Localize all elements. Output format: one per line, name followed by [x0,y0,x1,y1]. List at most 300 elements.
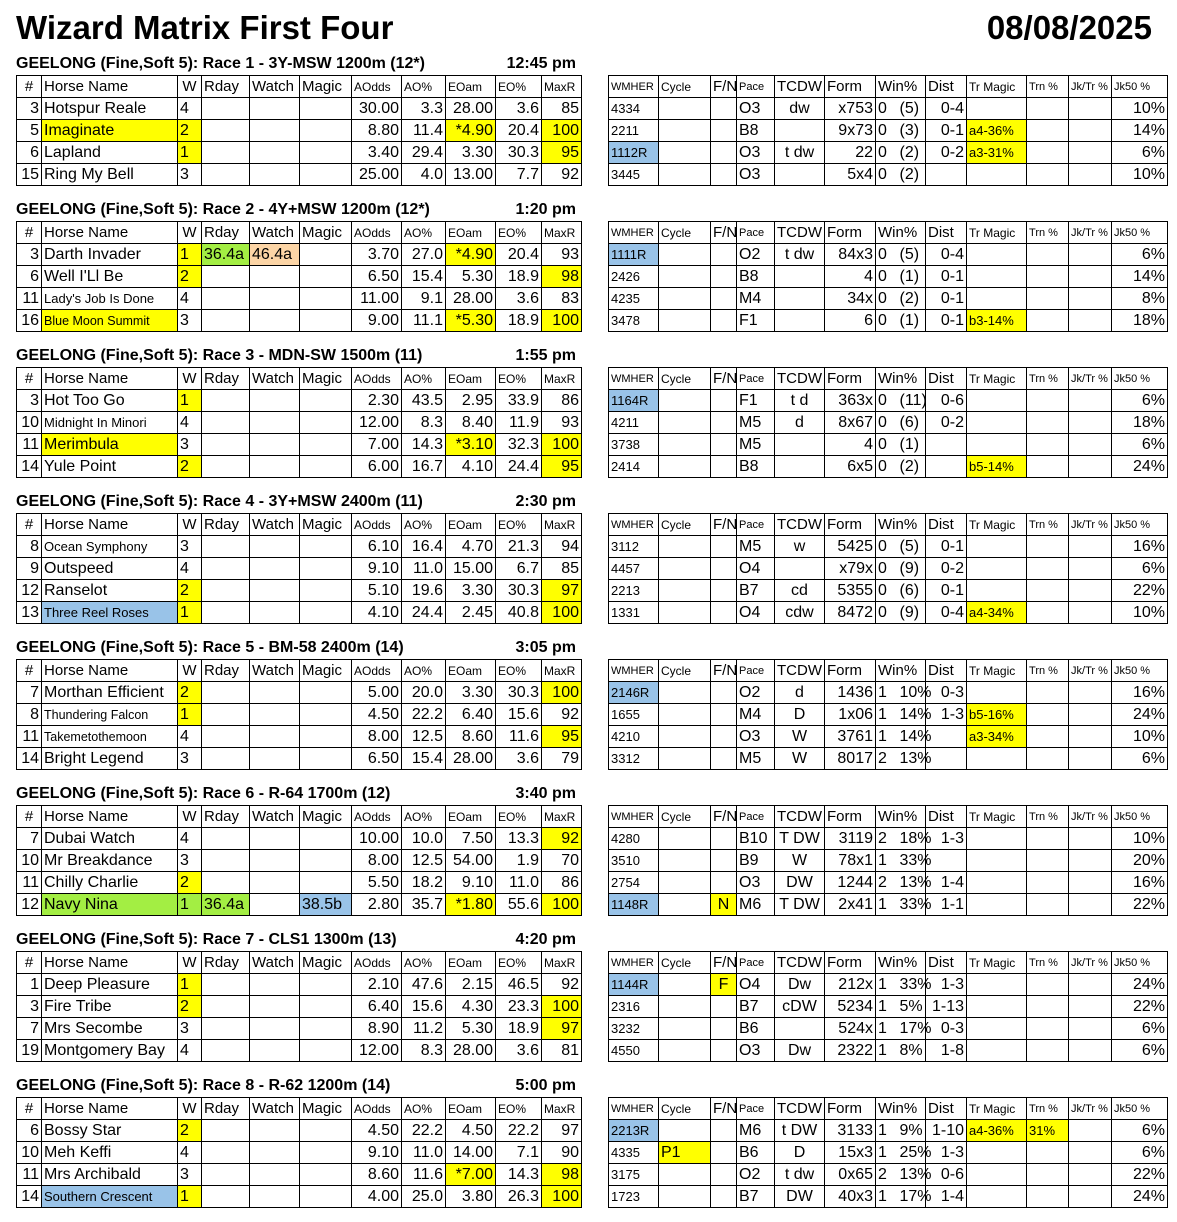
runner-watch [250,704,300,726]
runner-row [17,996,582,1018]
stat-win: 0 [876,244,897,266]
stat-winp: (6) [897,580,926,602]
stat-winp: (2) [897,142,926,164]
runner-row [17,872,582,894]
stats-row [609,558,1168,580]
runner-no: 6 [17,142,42,164]
stat-form: 22 [825,142,876,164]
runner-ao: 16.7 [402,456,446,478]
stat-trmagic: a3-31% [967,142,1027,164]
col-header: Watch [250,76,300,98]
stat-trmagic [967,580,1027,602]
stat-trn [1027,1142,1069,1164]
stat-tcdw: Dw [775,1040,825,1062]
runner-eoam: 5.30 [446,266,496,288]
stats-row [609,748,1168,770]
runner-no: 13 [17,602,42,624]
col-header: Rday [202,76,250,98]
stat-pace: M6 [737,1120,775,1142]
stat-fn [711,1120,737,1142]
header-row [17,76,582,98]
stat-form: 1244 [825,872,876,894]
stat-pace: O3 [737,98,775,120]
col-header: EO% [496,1098,542,1120]
runner-row [17,726,582,748]
stat-fn [711,704,737,726]
stat-wmher: 1112R [609,142,659,164]
stat-winp: 10% [897,682,926,704]
stat-winp: (9) [897,558,926,580]
col-header: Magic [300,952,352,974]
runner-aodds: 11.00 [352,288,402,310]
col-header: # [17,952,42,974]
runner-row [17,1018,582,1040]
race-section [16,491,1167,637]
runner-magic [300,974,352,996]
runner-eo: 11.0 [496,872,542,894]
runner-ao: 3.3 [402,98,446,120]
stat-wmher: 3112 [609,536,659,558]
stat-wmher: 4550 [609,1040,659,1062]
stat-win: 1 [876,726,897,748]
runner-no: 11 [17,872,42,894]
stats-table [608,513,1168,624]
stat-cycle [659,726,711,748]
horse-name: Ranselot [42,580,178,602]
stat-dist [926,434,967,456]
runner-no: 11 [17,434,42,456]
stat-jk50: 6% [1112,748,1168,770]
stats-row [609,456,1168,478]
runner-ao: 11.2 [402,1018,446,1040]
stat-winp: (6) [897,412,926,434]
col-header: Win% [876,660,926,682]
runner-eoam: 7.50 [446,828,496,850]
runner-watch [250,142,300,164]
runner-watch [250,748,300,770]
stat-jk50: 10% [1112,602,1168,624]
runner-no: 6 [17,266,42,288]
stat-cycle [659,580,711,602]
col-header: Pace [737,76,775,98]
col-header: WMHER [609,76,659,98]
runner-row [17,1164,582,1186]
runner-w: 2 [178,872,202,894]
stat-dist: 0-2 [926,558,967,580]
col-header: Pace [737,952,775,974]
runner-eo: 13.3 [496,828,542,850]
horse-name: Hot Too Go [42,390,178,412]
stat-pace: O2 [737,682,775,704]
stat-pace: B7 [737,580,775,602]
col-header: Pace [737,660,775,682]
stat-dist: 1-10 [926,1120,967,1142]
runner-aodds: 8.90 [352,1018,402,1040]
runner-rday [202,142,250,164]
runner-eoam: 28.00 [446,98,496,120]
stat-wmher: 3312 [609,748,659,770]
runner-ao: 20.0 [402,682,446,704]
col-header: Watch [250,806,300,828]
stat-fn [711,580,737,602]
runner-ao: 27.0 [402,244,446,266]
runner-w: 4 [178,98,202,120]
runners-table [16,75,582,186]
runner-w: 2 [178,120,202,142]
runner-eo: 1.9 [496,850,542,872]
runner-row [17,412,582,434]
runner-eoam: 4.70 [446,536,496,558]
stat-winp: (2) [897,164,926,186]
stat-fn [711,850,737,872]
stat-cycle: P1 [659,1142,711,1164]
runner-maxr: 93 [542,244,582,266]
runner-no: 12 [17,580,42,602]
stat-wmher: 3232 [609,1018,659,1040]
runner-aodds: 3.40 [352,142,402,164]
col-header: WMHER [609,952,659,974]
stat-winp: (5) [897,244,926,266]
runner-watch [250,558,300,580]
stat-cycle [659,996,711,1018]
runner-ao: 11.4 [402,120,446,142]
col-header: Cycle [659,952,711,974]
stat-pace: M5 [737,412,775,434]
stat-jk50: 18% [1112,412,1168,434]
stat-cycle [659,288,711,310]
col-header: Tr Magic [967,76,1027,98]
runner-eoam: 4.50 [446,1120,496,1142]
col-header: Dist [926,368,967,390]
stat-tcdw [775,310,825,332]
runner-w: 2 [178,266,202,288]
runner-ao: 12.5 [402,726,446,748]
stat-win: 1 [876,1186,897,1208]
col-header: W [178,1098,202,1120]
col-header: EO% [496,76,542,98]
runner-row [17,244,582,266]
runner-ao: 22.2 [402,1120,446,1142]
stat-win: 0 [876,456,897,478]
stat-trn [1027,602,1069,624]
runner-row [17,288,582,310]
runner-eo: 3.6 [496,98,542,120]
runner-maxr: 100 [542,894,582,916]
runner-eo: 22.2 [496,1120,542,1142]
stat-jktr [1069,1186,1112,1208]
runner-w: 4 [178,412,202,434]
stat-trmagic [967,1164,1027,1186]
runner-eoam: 3.80 [446,1186,496,1208]
runner-aodds: 6.50 [352,748,402,770]
stat-cycle [659,310,711,332]
stat-dist: 1-3 [926,704,967,726]
runner-magic: 38.5b [300,894,352,916]
stats-row [609,726,1168,748]
stat-pace: O3 [737,142,775,164]
horse-name: Fire Tribe [42,996,178,1018]
runner-row [17,748,582,770]
runner-watch [250,390,300,412]
stat-win: 2 [876,872,897,894]
runner-w: 1 [178,894,202,916]
runner-no: 11 [17,288,42,310]
stat-tcdw [775,558,825,580]
stat-cycle [659,120,711,142]
col-header: EOam [446,222,496,244]
stat-win: 1 [876,1142,897,1164]
runner-eo: 7.1 [496,1142,542,1164]
runner-eo: 3.6 [496,748,542,770]
stat-form: x79x [825,558,876,580]
runner-eoam: 14.00 [446,1142,496,1164]
stat-fn [711,98,737,120]
stat-dist: 0-1 [926,310,967,332]
stat-jktr [1069,974,1112,996]
stat-form: 8472 [825,602,876,624]
col-header: Dist [926,806,967,828]
col-header: MaxR [542,368,582,390]
col-header: MaxR [542,514,582,536]
stats-row [609,412,1168,434]
runner-w: 1 [178,244,202,266]
runner-magic [300,1040,352,1062]
stat-jktr [1069,310,1112,332]
stat-jk50: 22% [1112,1164,1168,1186]
stat-tcdw: d [775,412,825,434]
stat-dist: 0-1 [926,120,967,142]
col-header: AOdds [352,368,402,390]
col-header: # [17,660,42,682]
stat-trmagic [967,828,1027,850]
stat-winp: (1) [897,310,926,332]
stat-form: 8017 [825,748,876,770]
race-time: 4:20 pm [515,931,576,948]
runner-watch [250,98,300,120]
stat-trn [1027,872,1069,894]
stat-wmher: 1111R [609,244,659,266]
runner-row [17,456,582,478]
col-header: Tr Magic [967,514,1027,536]
stat-trn [1027,456,1069,478]
stat-pace: B7 [737,1186,775,1208]
col-header: Cycle [659,1098,711,1120]
runner-no: 3 [17,390,42,412]
stat-jk50: 16% [1112,872,1168,894]
horse-name: Mrs Secombe [42,1018,178,1040]
runner-magic [300,1018,352,1040]
runner-row [17,390,582,412]
stat-tcdw: cdw [775,602,825,624]
runner-no: 10 [17,412,42,434]
col-header: AO% [402,514,446,536]
stat-trmagic [967,434,1027,456]
stat-jktr [1069,1120,1112,1142]
col-header: F/N [711,806,737,828]
stat-jk50: 10% [1112,726,1168,748]
runner-watch [250,536,300,558]
stat-pace: M5 [737,748,775,770]
stat-pace: O3 [737,164,775,186]
col-header: Trn % [1027,514,1069,536]
runner-row [17,266,582,288]
col-header: Pace [737,1098,775,1120]
stat-tcdw: dw [775,98,825,120]
runner-eoam: 9.10 [446,872,496,894]
stat-cycle [659,1164,711,1186]
runner-row [17,1120,582,1142]
stat-win: 0 [876,558,897,580]
stat-winp: 13% [897,872,926,894]
runner-ao: 12.5 [402,850,446,872]
runner-ao: 15.4 [402,266,446,288]
stat-form: 84x3 [825,244,876,266]
runner-row [17,682,582,704]
runner-eoam: 13.00 [446,164,496,186]
runner-row [17,704,582,726]
col-header: Tr Magic [967,1098,1027,1120]
col-header: # [17,222,42,244]
runner-ao: 16.4 [402,536,446,558]
stat-dist: 0-1 [926,580,967,602]
runner-rday [202,828,250,850]
runner-watch [250,1040,300,1062]
stat-jk50: 6% [1112,244,1168,266]
stat-jk50: 10% [1112,164,1168,186]
runner-eoam: 28.00 [446,288,496,310]
stat-dist: 1-3 [926,1142,967,1164]
col-header: Jk/Tr % [1069,514,1112,536]
runner-no: 9 [17,558,42,580]
runner-watch [250,1142,300,1164]
col-header: WMHER [609,368,659,390]
stat-winp: 13% [897,748,926,770]
stat-fn [711,726,737,748]
runner-watch [250,120,300,142]
stats-row [609,1164,1168,1186]
stat-cycle [659,536,711,558]
runners-table [16,513,582,624]
stat-dist: 0-2 [926,142,967,164]
stat-trn [1027,894,1069,916]
runner-no: 12 [17,894,42,916]
col-header: F/N [711,952,737,974]
stat-form: 4 [825,434,876,456]
col-header: Jk50 % [1112,76,1168,98]
col-header: # [17,1098,42,1120]
stat-trn [1027,164,1069,186]
stat-dist: 1-8 [926,1040,967,1062]
runner-eoam: *3.10 [446,434,496,456]
stat-form: 5355 [825,580,876,602]
col-header: # [17,76,42,98]
stat-win: 0 [876,434,897,456]
stats-row [609,996,1168,1018]
stat-win: 0 [876,164,897,186]
col-header: Horse Name [42,660,178,682]
stats-row [609,120,1168,142]
runner-w: 1 [178,390,202,412]
stat-dist: 0-1 [926,288,967,310]
runner-magic [300,390,352,412]
stats-row [609,1142,1168,1164]
stat-trmagic [967,872,1027,894]
stat-form: 6x5 [825,456,876,478]
stat-fn [711,1164,737,1186]
runner-eoam: 54.00 [446,850,496,872]
runner-magic [300,120,352,142]
stat-jktr [1069,412,1112,434]
runner-rday [202,1142,250,1164]
runner-ao: 18.2 [402,872,446,894]
runner-rday [202,1040,250,1062]
stat-tcdw: DW [775,872,825,894]
stat-jktr [1069,456,1112,478]
horse-name: Blue Moon Summit [42,310,178,332]
stat-trmagic [967,682,1027,704]
stat-pace: O3 [737,1040,775,1062]
stats-table [608,951,1168,1062]
stat-winp: (1) [897,434,926,456]
stat-fn [711,390,737,412]
col-header: TCDW [775,806,825,828]
stat-win: 0 [876,390,897,412]
horse-name: Lapland [42,142,178,164]
stats-row [609,142,1168,164]
runner-no: 6 [17,1120,42,1142]
runner-maxr: 86 [542,390,582,412]
stat-tcdw: t dw [775,142,825,164]
runner-w: 3 [178,164,202,186]
stat-jktr [1069,244,1112,266]
col-header: W [178,514,202,536]
stat-fn: F [711,974,737,996]
runner-row [17,894,582,916]
race-time: 1:55 pm [515,347,576,364]
runners-table [16,221,582,332]
stats-row [609,894,1168,916]
stat-trn [1027,412,1069,434]
col-header: AO% [402,222,446,244]
runners-table [16,951,582,1062]
runner-maxr: 95 [542,726,582,748]
runner-maxr: 97 [542,1018,582,1040]
stat-win: 0 [876,536,897,558]
stats-row [609,704,1168,726]
stat-jktr [1069,602,1112,624]
col-header: EOam [446,660,496,682]
runners-table [16,659,582,770]
stat-trn [1027,974,1069,996]
col-header: Watch [250,660,300,682]
runner-w: 2 [178,1120,202,1142]
stat-jktr [1069,726,1112,748]
runner-eo: 6.7 [496,558,542,580]
race-time: 1:20 pm [515,201,576,218]
horse-name: Well I'Ll Be [42,266,178,288]
runner-magic [300,1120,352,1142]
stat-dist: 1-13 [926,996,967,1018]
stat-winp: 5% [897,996,926,1018]
stat-wmher: 1723 [609,1186,659,1208]
runner-rday [202,536,250,558]
runner-aodds: 4.00 [352,1186,402,1208]
stat-wmher: 4335 [609,1142,659,1164]
stat-jk50: 24% [1112,974,1168,996]
stat-fn [711,996,737,1018]
stat-wmher: 1331 [609,602,659,624]
runner-w: 4 [178,558,202,580]
